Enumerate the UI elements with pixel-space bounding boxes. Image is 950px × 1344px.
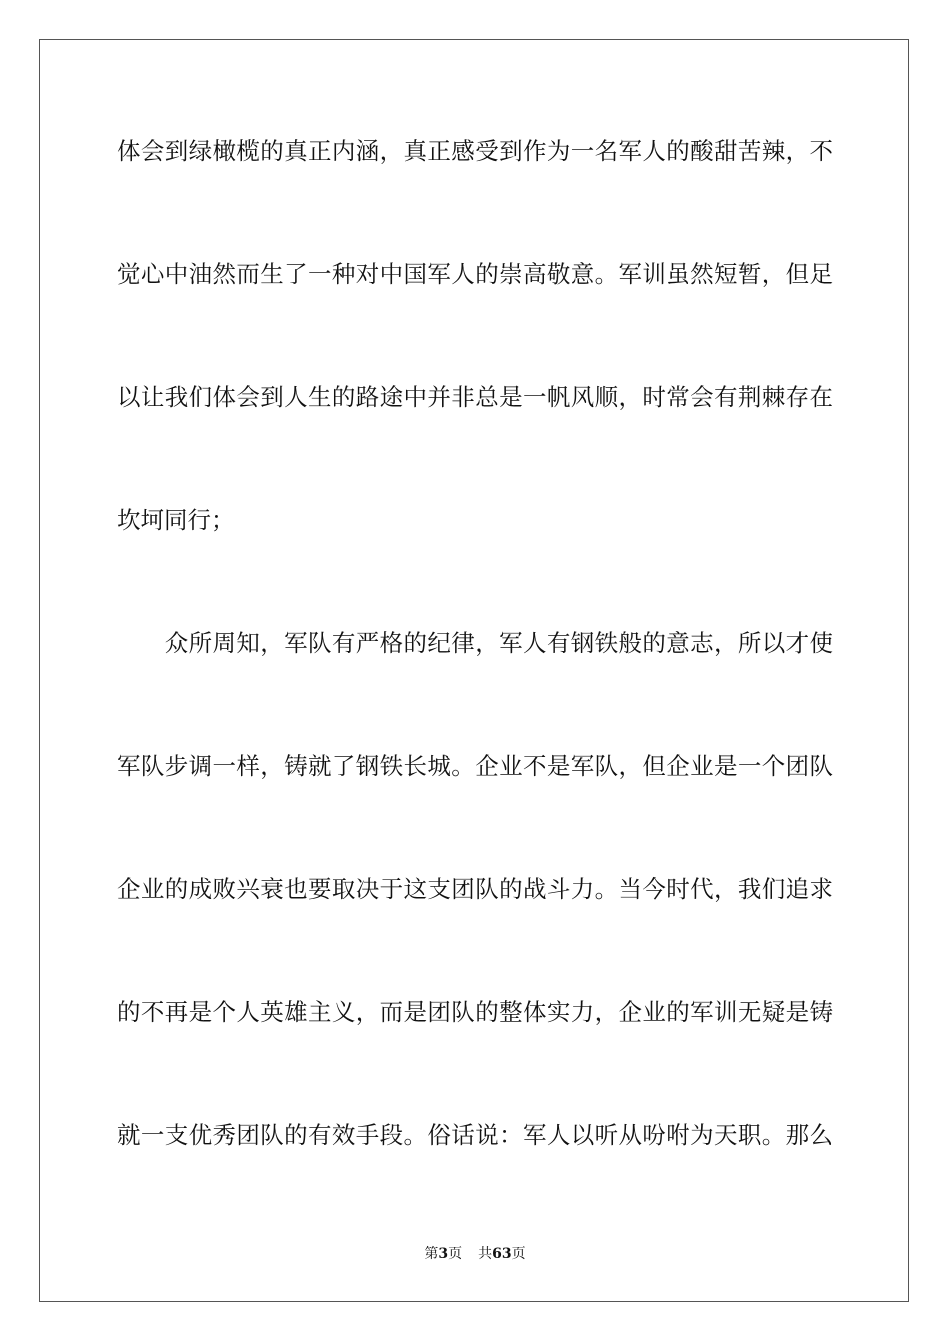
body-line-1: 体会到绿橄榄的真正内涵，真正感受到作为一名军人的酸甜苦辣，不 <box>117 137 833 165</box>
page-number: 3 <box>438 1246 449 1262</box>
page-suffix: 页 <box>448 1246 463 1262</box>
total-suffix: 页 <box>511 1246 526 1262</box>
total-pages: 63 <box>492 1246 512 1262</box>
page-prefix: 第 <box>424 1246 439 1262</box>
body-line-4: 坎坷同行； <box>117 506 235 534</box>
body-line-2: 觉心中油然而生了一种对中国军人的崇高敬意。军训虽然短暂，但足 <box>117 260 833 288</box>
body-line-8: 的不再是个人英雄主义，而是团队的整体实力，企业的军训无疑是铸 <box>117 998 833 1026</box>
body-line-6: 军队步调一样，铸就了钢铁长城。企业不是军队，但企业是一个团队 <box>117 752 833 780</box>
body-line-3: 以让我们体会到人生的路途中并非总是一帆风顺，时常会有荆棘存在 <box>117 383 833 411</box>
total-prefix: 共 <box>478 1246 493 1262</box>
page-border <box>39 39 909 1302</box>
page-footer <box>0 1244 950 1264</box>
body-line-7: 企业的成败兴衰也要取决于这支团队的战斗力。当今时代，我们追求 <box>117 875 833 903</box>
body-line-9: 就一支优秀团队的有效手段。俗话说：军人以听从吩咐为天职。那么 <box>117 1121 833 1149</box>
body-line-5: 众所周知，军队有严格的纪律，军人有钢铁般的意志，所以才使 <box>117 629 833 657</box>
